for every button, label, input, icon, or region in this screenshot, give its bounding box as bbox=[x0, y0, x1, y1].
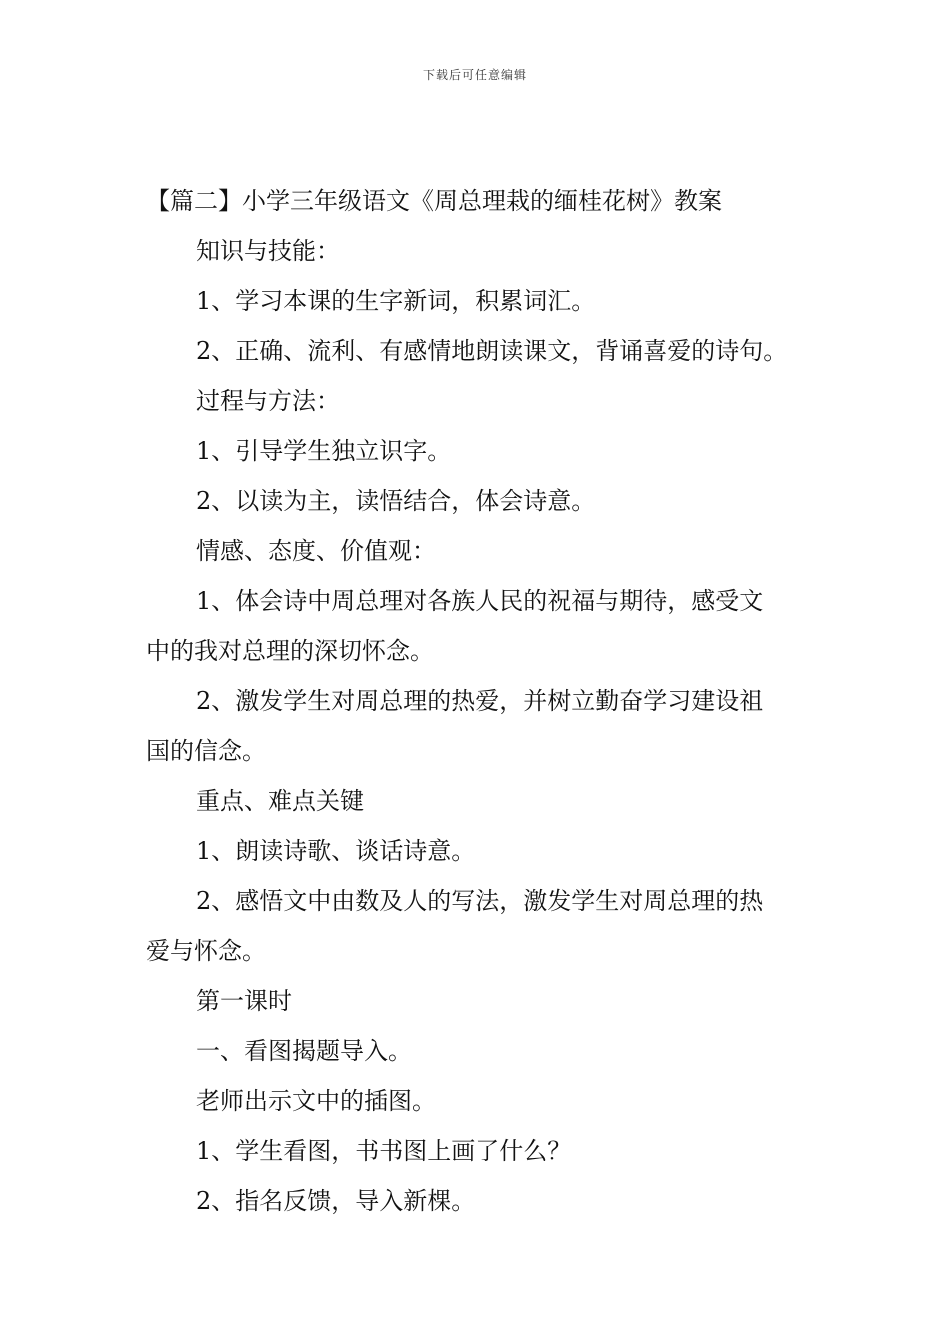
paragraph-line: 2、指名反馈，导入新棵。 bbox=[196, 1187, 476, 1215]
paragraph-line-continued: 国的信念。 bbox=[146, 737, 266, 765]
document-title: 【篇二】小学三年级语文《周总理栽的缅桂花树》教案 bbox=[146, 187, 722, 215]
paragraph-line: 1、体会诗中周总理对各族人民的祝福与期待，感受文 bbox=[196, 587, 764, 615]
paragraph-line: 2、正确、流利、有感情地朗读课文，背诵喜爱的诗句。 bbox=[196, 337, 788, 365]
paragraph-line: 1、学生看图，书书图上画了什么？ bbox=[196, 1137, 572, 1165]
paragraph-line: 1、学习本课的生字新词，积累词汇。 bbox=[196, 287, 596, 315]
section-heading-first-lesson: 第一课时 bbox=[196, 987, 292, 1015]
section-heading-emotion: 情感、态度、价值观： bbox=[196, 537, 436, 565]
paragraph-line: 1、引导学生独立识字。 bbox=[196, 437, 452, 465]
paragraph-line: 1、朗读诗歌、谈话诗意。 bbox=[196, 837, 476, 865]
section-heading-key-points: 重点、难点关键 bbox=[196, 787, 364, 815]
paragraph-line-continued: 爱与怀念。 bbox=[146, 937, 266, 965]
section-heading-knowledge: 知识与技能： bbox=[196, 237, 340, 265]
paragraph-line: 2、激发学生对周总理的热爱，并树立勤奋学习建设祖 bbox=[196, 687, 764, 715]
paragraph-line: 一、看图揭题导入。 bbox=[196, 1037, 412, 1065]
document-body bbox=[146, 176, 816, 1226]
section-heading-process: 过程与方法： bbox=[196, 387, 340, 415]
header-note: 下载后可任意编辑 bbox=[422, 68, 527, 82]
paragraph-line: 2、感悟文中由数及人的写法，激发学生对周总理的热 bbox=[196, 887, 764, 915]
paragraph-line: 2、以读为主，读悟结合，体会诗意。 bbox=[196, 487, 596, 515]
paragraph-line-continued: 中的我对总理的深切怀念。 bbox=[146, 637, 434, 665]
paragraph-line: 老师出示文中的插图。 bbox=[196, 1087, 436, 1115]
